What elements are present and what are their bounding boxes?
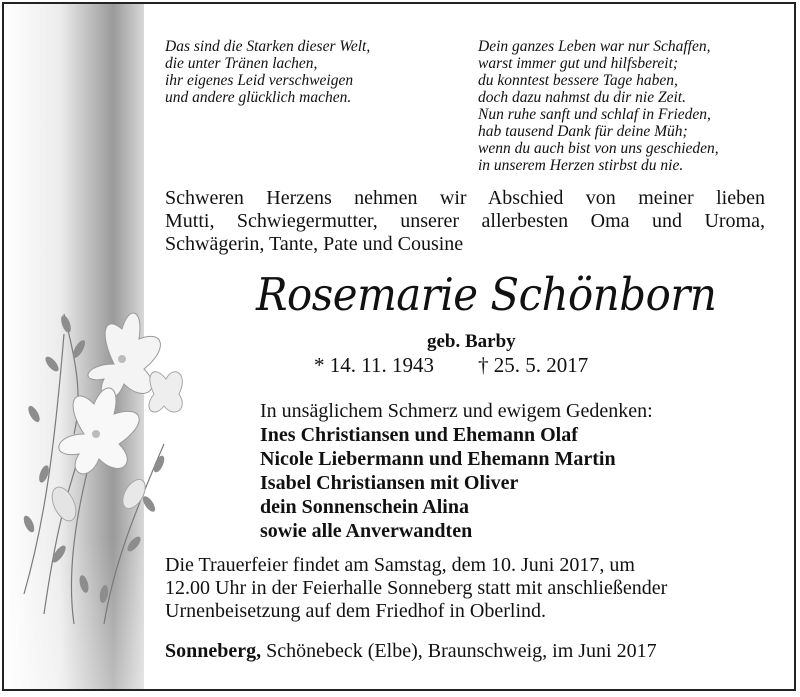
birth-date: * 14. 11. 1943 bbox=[314, 353, 434, 377]
death-date: † 25. 5. 2017 bbox=[477, 353, 589, 377]
verse-line: in unserem Herzen stirbst du nie. bbox=[478, 157, 684, 174]
verse-line: du konntest bessere Tage haben, bbox=[478, 72, 678, 89]
verse-line: warst immer gut und hilfsbereit; bbox=[478, 55, 679, 72]
verse-line: ihr eigenes Leid verschweigen bbox=[165, 72, 354, 89]
verse-line: die unter Tränen lachen, bbox=[165, 55, 318, 72]
verse-left bbox=[165, 38, 370, 106]
mourner-name: Isabel Christiansen mit Oliver bbox=[260, 472, 519, 494]
verse-line: und andere glücklich machen. bbox=[165, 89, 352, 106]
funeral-info bbox=[165, 554, 765, 623]
mourner-name: dein Sonnenschein Alina bbox=[260, 496, 469, 518]
mourners-intro: In unsäglichem Schmerz und ewigem Gedenken: bbox=[260, 400, 653, 422]
obituary-notice bbox=[2, 2, 796, 691]
place-city: Sonneberg, bbox=[165, 640, 262, 662]
funeral-line: 12.00 Uhr in der Feierhalle Sonneberg statt mit anschließender bbox=[165, 577, 668, 599]
verse-line: hab tausend Dank für deine Müh; bbox=[478, 123, 688, 140]
place-date bbox=[165, 640, 657, 663]
mourner-name: Nicole Liebermann und Ehemann Martin bbox=[260, 448, 616, 470]
mourners-block bbox=[260, 399, 653, 543]
verse-right bbox=[478, 38, 719, 174]
farewell-intro bbox=[165, 187, 765, 256]
mourner-name: sowie alle Anverwandten bbox=[260, 520, 473, 542]
verse-line: Das sind die Starken dieser Welt, bbox=[165, 38, 371, 55]
life-dates bbox=[314, 353, 588, 378]
verse-line: doch dazu nahmst du dir nie Zeit. bbox=[478, 89, 686, 106]
funeral-line: Urnenbeisetzung auf dem Friedhof in Oberlind. bbox=[165, 600, 547, 622]
funeral-line: Die Trauerfeier findet am Samstag, dem 10. Juni 2017, um bbox=[165, 554, 635, 576]
maiden-name: geb. Barby bbox=[427, 331, 516, 352]
mourner-name: Ines Christiansen und Ehemann Olaf bbox=[260, 424, 578, 446]
verse-line: Dein ganzes Leben war nur Schaffen, bbox=[478, 38, 711, 55]
intro-line: Schweren Herzens nehmen wir Abschied von meiner lieben bbox=[165, 187, 765, 209]
intro-line: Mutti, Schwiegermutter, unserer allerbesten Oma und Uroma, bbox=[165, 210, 765, 232]
intro-line: Schwägerin, Tante, Pate und Cousine bbox=[165, 233, 464, 255]
verse-line: wenn du auch bist von uns geschieden, bbox=[478, 140, 719, 157]
place-rest: Schönebeck (Elbe), Braunschweig, im Juni 2017 bbox=[261, 640, 657, 662]
deceased-name: Rosemarie Schönborn bbox=[256, 268, 717, 321]
verse-line: Nun ruhe sanft und schlaf in Frieden, bbox=[478, 106, 711, 123]
